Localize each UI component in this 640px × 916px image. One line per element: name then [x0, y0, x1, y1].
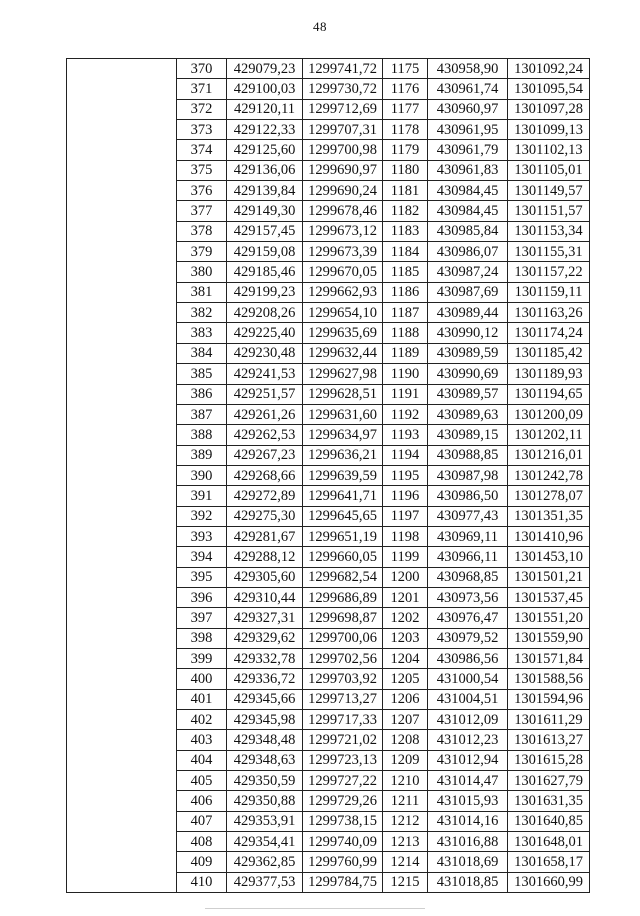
cell-point-number: 389	[177, 445, 227, 465]
cell-point-number: 1203	[383, 628, 428, 648]
cell-y-coordinate: 1301097,28	[508, 99, 590, 119]
cell-point-number: 383	[177, 323, 227, 343]
cell-y-coordinate: 1301453,10	[508, 547, 590, 567]
cell-y-coordinate: 1301410,96	[508, 526, 590, 546]
cell-x-coordinate: 429136,06	[227, 160, 303, 180]
cell-y-coordinate: 1299636,21	[303, 445, 383, 465]
cell-y-coordinate: 1301594,96	[508, 689, 590, 709]
cell-y-coordinate: 1301153,34	[508, 221, 590, 241]
cell-y-coordinate: 1301615,28	[508, 750, 590, 770]
cell-point-number: 402	[177, 710, 227, 730]
cell-x-coordinate: 429353,91	[227, 811, 303, 831]
cell-y-coordinate: 1299682,54	[303, 567, 383, 587]
cell-x-coordinate: 430961,83	[428, 160, 508, 180]
cell-x-coordinate: 430989,15	[428, 425, 508, 445]
cell-point-number: 395	[177, 567, 227, 587]
cell-y-coordinate: 1301151,57	[508, 201, 590, 221]
cell-point-number: 1199	[383, 547, 428, 567]
cell-point-number: 396	[177, 587, 227, 607]
cell-point-number: 398	[177, 628, 227, 648]
cell-point-number: 394	[177, 547, 227, 567]
cell-y-coordinate: 1299729,26	[303, 791, 383, 811]
cell-point-number: 1196	[383, 486, 428, 506]
cell-point-number: 393	[177, 526, 227, 546]
cell-point-number: 1183	[383, 221, 428, 241]
cell-y-coordinate: 1299654,10	[303, 303, 383, 323]
cell-y-coordinate: 1299686,89	[303, 587, 383, 607]
cell-y-coordinate: 1299721,02	[303, 730, 383, 750]
cell-x-coordinate: 430958,90	[428, 59, 508, 79]
cell-y-coordinate: 1301278,07	[508, 486, 590, 506]
cell-point-number: 1211	[383, 791, 428, 811]
cell-point-number: 372	[177, 99, 227, 119]
cell-point-number: 1182	[383, 201, 428, 221]
cell-x-coordinate: 431018,69	[428, 852, 508, 872]
cell-point-number: 1192	[383, 404, 428, 424]
cell-x-coordinate: 431015,93	[428, 791, 508, 811]
cell-point-number: 1186	[383, 282, 428, 302]
cell-y-coordinate: 1299660,05	[303, 547, 383, 567]
cell-x-coordinate: 429100,03	[227, 79, 303, 99]
cell-y-coordinate: 1301194,65	[508, 384, 590, 404]
cell-point-number: 377	[177, 201, 227, 221]
cell-x-coordinate: 431018,85	[428, 872, 508, 892]
cell-y-coordinate: 1301631,35	[508, 791, 590, 811]
cell-point-number: 409	[177, 852, 227, 872]
cell-x-coordinate: 429149,30	[227, 201, 303, 221]
cell-point-number: 1176	[383, 79, 428, 99]
cell-x-coordinate: 429329,62	[227, 628, 303, 648]
cell-point-number: 400	[177, 669, 227, 689]
cell-point-number: 399	[177, 648, 227, 668]
cell-y-coordinate: 1301658,17	[508, 852, 590, 872]
cell-y-coordinate: 1301200,09	[508, 404, 590, 424]
cell-y-coordinate: 1299662,93	[303, 282, 383, 302]
cell-point-number: 1214	[383, 852, 428, 872]
cell-y-coordinate: 1299723,13	[303, 750, 383, 770]
cell-x-coordinate: 430960,97	[428, 99, 508, 119]
cell-point-number: 1207	[383, 710, 428, 730]
cell-x-coordinate: 429267,23	[227, 445, 303, 465]
cell-x-coordinate: 431012,23	[428, 730, 508, 750]
blank-left-column	[67, 59, 177, 893]
cell-x-coordinate: 429362,85	[227, 852, 303, 872]
cell-point-number: 375	[177, 160, 227, 180]
cell-y-coordinate: 1301099,13	[508, 120, 590, 140]
cell-x-coordinate: 429120,11	[227, 99, 303, 119]
cell-y-coordinate: 1299678,46	[303, 201, 383, 221]
cell-x-coordinate: 430988,85	[428, 445, 508, 465]
cell-x-coordinate: 429275,30	[227, 506, 303, 526]
cell-x-coordinate: 430987,24	[428, 262, 508, 282]
cell-y-coordinate: 1299703,92	[303, 669, 383, 689]
cell-y-coordinate: 1301571,84	[508, 648, 590, 668]
cell-point-number: 386	[177, 384, 227, 404]
cell-point-number: 1181	[383, 181, 428, 201]
table-row	[67, 59, 590, 79]
cell-x-coordinate: 431016,88	[428, 832, 508, 852]
cell-point-number: 1195	[383, 465, 428, 485]
cell-x-coordinate: 429185,46	[227, 262, 303, 282]
cell-x-coordinate: 429332,78	[227, 648, 303, 668]
cell-x-coordinate: 429230,48	[227, 343, 303, 363]
cell-y-coordinate: 1301551,20	[508, 608, 590, 628]
cell-x-coordinate: 431012,09	[428, 710, 508, 730]
cell-point-number: 384	[177, 343, 227, 363]
cell-point-number: 385	[177, 364, 227, 384]
cell-y-coordinate: 1301216,01	[508, 445, 590, 465]
cell-y-coordinate: 1299784,75	[303, 872, 383, 892]
cell-y-coordinate: 1301174,24	[508, 323, 590, 343]
cell-point-number: 371	[177, 79, 227, 99]
cell-x-coordinate: 430986,56	[428, 648, 508, 668]
cell-point-number: 1180	[383, 160, 428, 180]
cell-x-coordinate: 430966,11	[428, 547, 508, 567]
cell-point-number: 390	[177, 465, 227, 485]
cell-x-coordinate: 429350,59	[227, 771, 303, 791]
cell-x-coordinate: 430968,85	[428, 567, 508, 587]
cell-point-number: 1185	[383, 262, 428, 282]
cell-y-coordinate: 1299707,31	[303, 120, 383, 140]
cell-y-coordinate: 1301501,21	[508, 567, 590, 587]
cell-x-coordinate: 429336,72	[227, 669, 303, 689]
cell-x-coordinate: 429272,89	[227, 486, 303, 506]
cell-x-coordinate: 429159,08	[227, 242, 303, 262]
cell-y-coordinate: 1299634,97	[303, 425, 383, 445]
cell-x-coordinate: 431000,54	[428, 669, 508, 689]
bottom-rule	[205, 908, 425, 909]
cell-y-coordinate: 1301159,11	[508, 282, 590, 302]
cell-point-number: 388	[177, 425, 227, 445]
cell-y-coordinate: 1301185,42	[508, 343, 590, 363]
cell-y-coordinate: 1301242,78	[508, 465, 590, 485]
cell-y-coordinate: 1301102,13	[508, 140, 590, 160]
cell-point-number: 408	[177, 832, 227, 852]
cell-x-coordinate: 429310,44	[227, 587, 303, 607]
cell-x-coordinate: 430989,59	[428, 343, 508, 363]
cell-y-coordinate: 1299628,51	[303, 384, 383, 404]
cell-point-number: 1200	[383, 567, 428, 587]
cell-point-number: 1202	[383, 608, 428, 628]
cell-point-number: 410	[177, 872, 227, 892]
cell-point-number: 370	[177, 59, 227, 79]
cell-y-coordinate: 1299760,99	[303, 852, 383, 872]
cell-y-coordinate: 1299702,56	[303, 648, 383, 668]
cell-point-number: 1212	[383, 811, 428, 831]
cell-y-coordinate: 1301155,31	[508, 242, 590, 262]
cell-y-coordinate: 1301648,01	[508, 832, 590, 852]
cell-x-coordinate: 429122,33	[227, 120, 303, 140]
cell-y-coordinate: 1301189,93	[508, 364, 590, 384]
cell-point-number: 1205	[383, 669, 428, 689]
cell-point-number: 1190	[383, 364, 428, 384]
coordinates-table-body	[67, 59, 590, 893]
cell-point-number: 391	[177, 486, 227, 506]
cell-y-coordinate: 1301105,01	[508, 160, 590, 180]
cell-point-number: 1177	[383, 99, 428, 119]
cell-y-coordinate: 1301660,99	[508, 872, 590, 892]
cell-y-coordinate: 1301611,29	[508, 710, 590, 730]
cell-x-coordinate: 431014,16	[428, 811, 508, 831]
cell-y-coordinate: 1301092,24	[508, 59, 590, 79]
cell-x-coordinate: 429157,45	[227, 221, 303, 241]
cell-y-coordinate: 1301627,79	[508, 771, 590, 791]
cell-x-coordinate: 430984,45	[428, 201, 508, 221]
cell-x-coordinate: 429305,60	[227, 567, 303, 587]
cell-x-coordinate: 429268,66	[227, 465, 303, 485]
cell-x-coordinate: 431004,51	[428, 689, 508, 709]
cell-point-number: 1189	[383, 343, 428, 363]
cell-point-number: 381	[177, 282, 227, 302]
coordinates-table	[66, 58, 590, 893]
cell-x-coordinate: 431012,94	[428, 750, 508, 770]
cell-point-number: 1193	[383, 425, 428, 445]
cell-point-number: 1178	[383, 120, 428, 140]
cell-x-coordinate: 429262,53	[227, 425, 303, 445]
cell-y-coordinate: 1299741,72	[303, 59, 383, 79]
cell-point-number: 1210	[383, 771, 428, 791]
cell-point-number: 1213	[383, 832, 428, 852]
cell-point-number: 387	[177, 404, 227, 424]
cell-y-coordinate: 1301163,26	[508, 303, 590, 323]
cell-y-coordinate: 1301351,35	[508, 506, 590, 526]
cell-x-coordinate: 430961,74	[428, 79, 508, 99]
cell-point-number: 379	[177, 242, 227, 262]
cell-y-coordinate: 1299645,65	[303, 506, 383, 526]
cell-y-coordinate: 1299641,71	[303, 486, 383, 506]
cell-y-coordinate: 1301613,27	[508, 730, 590, 750]
cell-point-number: 405	[177, 771, 227, 791]
cell-x-coordinate: 430984,45	[428, 181, 508, 201]
cell-point-number: 392	[177, 506, 227, 526]
cell-x-coordinate: 429139,84	[227, 181, 303, 201]
cell-point-number: 1184	[383, 242, 428, 262]
cell-x-coordinate: 429327,31	[227, 608, 303, 628]
cell-y-coordinate: 1301095,54	[508, 79, 590, 99]
cell-point-number: 1187	[383, 303, 428, 323]
cell-point-number: 382	[177, 303, 227, 323]
cell-point-number: 1208	[383, 730, 428, 750]
cell-y-coordinate: 1301157,22	[508, 262, 590, 282]
cell-y-coordinate: 1299727,22	[303, 771, 383, 791]
cell-x-coordinate: 430987,98	[428, 465, 508, 485]
cell-x-coordinate: 429199,23	[227, 282, 303, 302]
cell-y-coordinate: 1299730,72	[303, 79, 383, 99]
cell-point-number: 406	[177, 791, 227, 811]
cell-x-coordinate: 429125,60	[227, 140, 303, 160]
cell-point-number: 397	[177, 608, 227, 628]
cell-point-number: 1194	[383, 445, 428, 465]
cell-point-number: 1201	[383, 587, 428, 607]
cell-y-coordinate: 1299698,87	[303, 608, 383, 628]
cell-point-number: 404	[177, 750, 227, 770]
cell-x-coordinate: 430985,84	[428, 221, 508, 241]
cell-x-coordinate: 429345,98	[227, 710, 303, 730]
cell-x-coordinate: 430976,47	[428, 608, 508, 628]
cell-y-coordinate: 1299700,98	[303, 140, 383, 160]
cell-x-coordinate: 430979,52	[428, 628, 508, 648]
cell-x-coordinate: 431014,47	[428, 771, 508, 791]
cell-x-coordinate: 429079,23	[227, 59, 303, 79]
cell-point-number: 373	[177, 120, 227, 140]
cell-x-coordinate: 429354,41	[227, 832, 303, 852]
cell-point-number: 403	[177, 730, 227, 750]
cell-x-coordinate: 430989,57	[428, 384, 508, 404]
cell-y-coordinate: 1301149,57	[508, 181, 590, 201]
cell-x-coordinate: 429261,26	[227, 404, 303, 424]
cell-x-coordinate: 429241,53	[227, 364, 303, 384]
cell-y-coordinate: 1299651,19	[303, 526, 383, 546]
cell-y-coordinate: 1299717,33	[303, 710, 383, 730]
cell-x-coordinate: 430977,43	[428, 506, 508, 526]
cell-y-coordinate: 1299700,06	[303, 628, 383, 648]
cell-x-coordinate: 430987,69	[428, 282, 508, 302]
cell-y-coordinate: 1301640,85	[508, 811, 590, 831]
cell-y-coordinate: 1299670,05	[303, 262, 383, 282]
cell-x-coordinate: 430961,95	[428, 120, 508, 140]
cell-x-coordinate: 430990,69	[428, 364, 508, 384]
cell-y-coordinate: 1299738,15	[303, 811, 383, 831]
cell-point-number: 1188	[383, 323, 428, 343]
cell-point-number: 1206	[383, 689, 428, 709]
cell-y-coordinate: 1299627,98	[303, 364, 383, 384]
cell-point-number: 378	[177, 221, 227, 241]
cell-point-number: 1215	[383, 872, 428, 892]
cell-point-number: 374	[177, 140, 227, 160]
cell-x-coordinate: 429345,66	[227, 689, 303, 709]
cell-x-coordinate: 430986,07	[428, 242, 508, 262]
cell-x-coordinate: 430989,44	[428, 303, 508, 323]
cell-x-coordinate: 429348,63	[227, 750, 303, 770]
cell-y-coordinate: 1299712,69	[303, 99, 383, 119]
cell-y-coordinate: 1299639,59	[303, 465, 383, 485]
cell-x-coordinate: 429288,12	[227, 547, 303, 567]
cell-x-coordinate: 430989,63	[428, 404, 508, 424]
cell-point-number: 1209	[383, 750, 428, 770]
cell-x-coordinate: 429350,88	[227, 791, 303, 811]
cell-y-coordinate: 1301537,45	[508, 587, 590, 607]
cell-x-coordinate: 430969,11	[428, 526, 508, 546]
cell-point-number: 1179	[383, 140, 428, 160]
cell-y-coordinate: 1301588,56	[508, 669, 590, 689]
cell-y-coordinate: 1301559,90	[508, 628, 590, 648]
cell-x-coordinate: 430990,12	[428, 323, 508, 343]
cell-y-coordinate: 1301202,11	[508, 425, 590, 445]
cell-point-number: 1191	[383, 384, 428, 404]
cell-x-coordinate: 430986,50	[428, 486, 508, 506]
cell-point-number: 407	[177, 811, 227, 831]
cell-x-coordinate: 429251,57	[227, 384, 303, 404]
cell-y-coordinate: 1299632,44	[303, 343, 383, 363]
cell-point-number: 1175	[383, 59, 428, 79]
cell-point-number: 376	[177, 181, 227, 201]
cell-x-coordinate: 429225,40	[227, 323, 303, 343]
cell-y-coordinate: 1299673,39	[303, 242, 383, 262]
cell-point-number: 1204	[383, 648, 428, 668]
cell-y-coordinate: 1299740,09	[303, 832, 383, 852]
cell-y-coordinate: 1299690,97	[303, 160, 383, 180]
cell-x-coordinate: 429377,53	[227, 872, 303, 892]
cell-x-coordinate: 430961,79	[428, 140, 508, 160]
cell-y-coordinate: 1299713,27	[303, 689, 383, 709]
cell-point-number: 1197	[383, 506, 428, 526]
cell-point-number: 1198	[383, 526, 428, 546]
page-number: 48	[313, 19, 327, 34]
cell-y-coordinate: 1299673,12	[303, 221, 383, 241]
cell-y-coordinate: 1299631,60	[303, 404, 383, 424]
cell-x-coordinate: 429208,26	[227, 303, 303, 323]
cell-point-number: 401	[177, 689, 227, 709]
cell-x-coordinate: 429348,48	[227, 730, 303, 750]
cell-y-coordinate: 1299690,24	[303, 181, 383, 201]
cell-y-coordinate: 1299635,69	[303, 323, 383, 343]
cell-x-coordinate: 430973,56	[428, 587, 508, 607]
cell-x-coordinate: 429281,67	[227, 526, 303, 546]
cell-point-number: 380	[177, 262, 227, 282]
